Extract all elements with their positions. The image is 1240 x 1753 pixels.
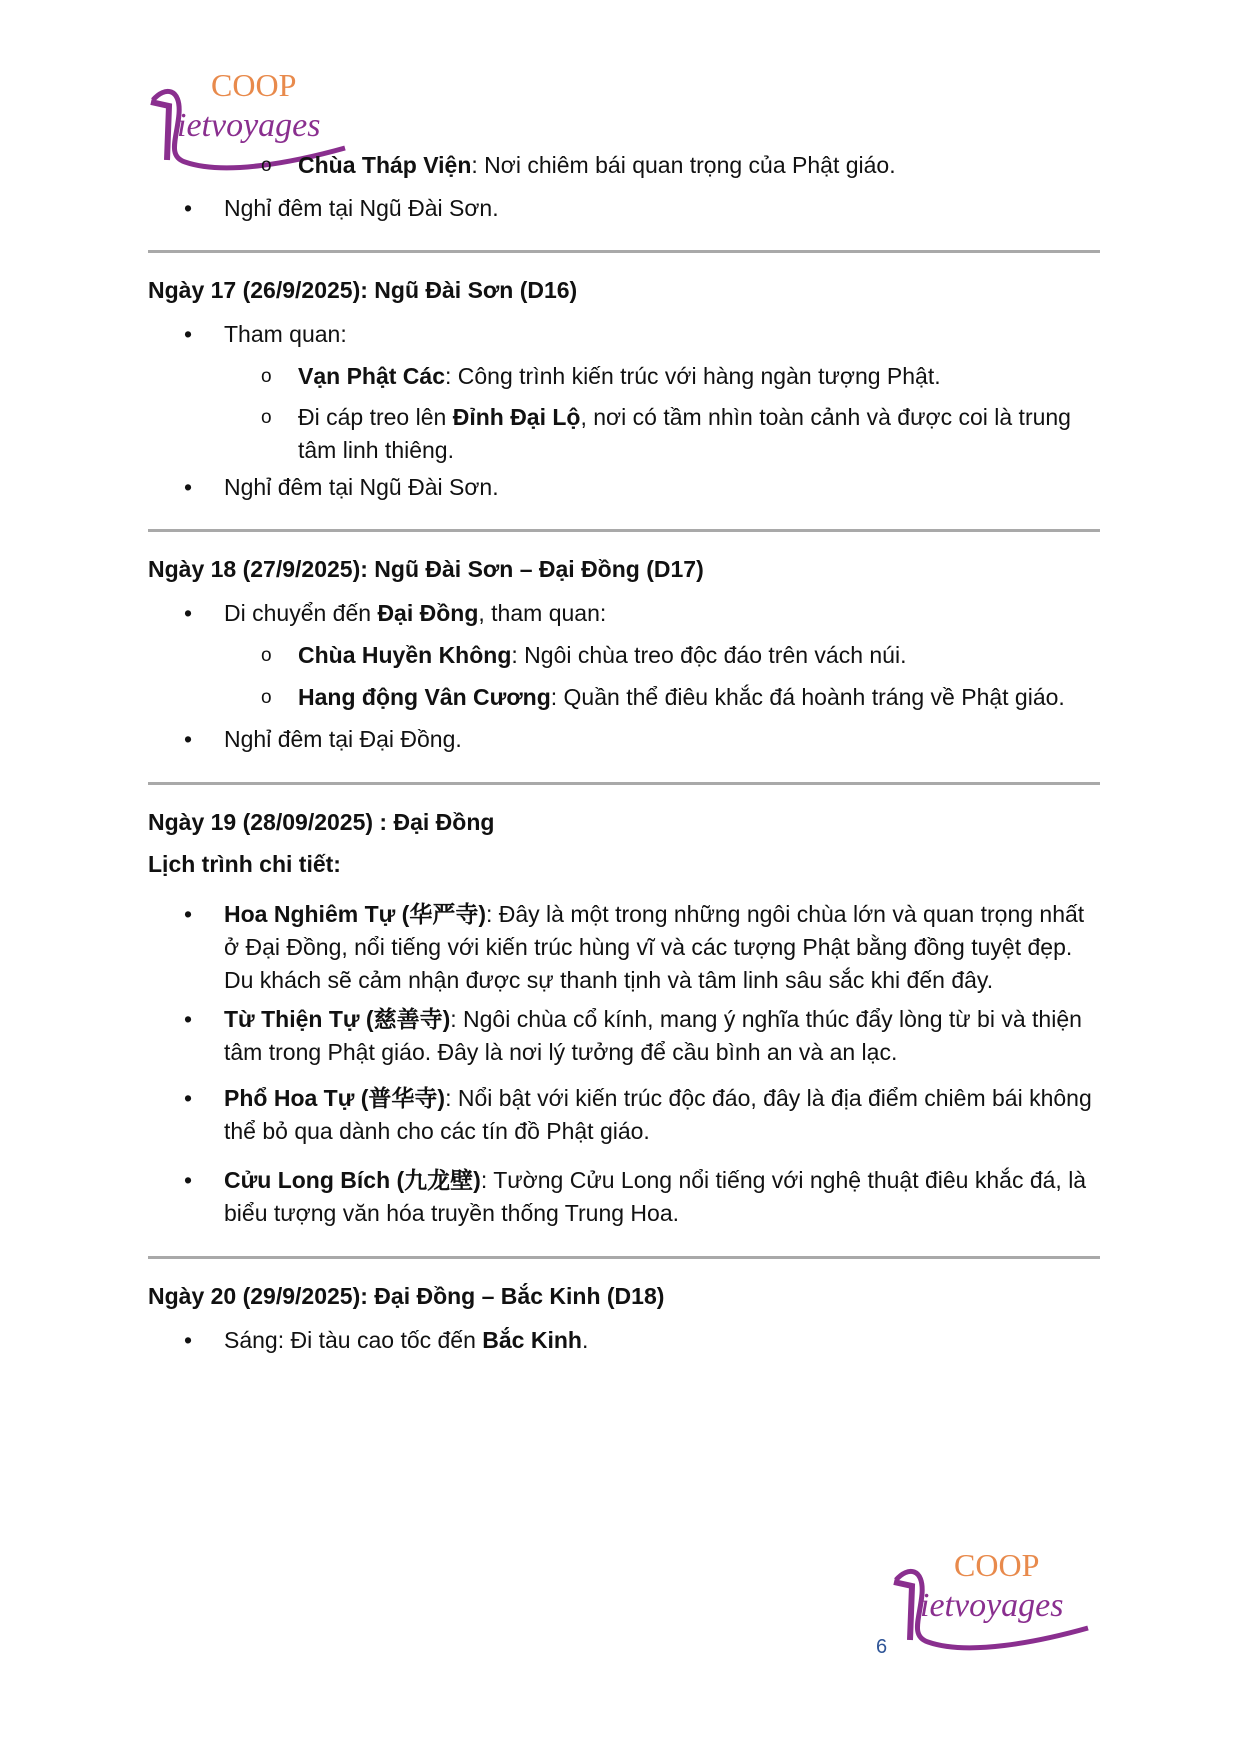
item-text: Tham quan: <box>224 321 347 347</box>
place-name: Từ Thiện Tự (慈善寺) <box>224 1006 451 1032</box>
logo-script-text: ietvoyages <box>920 1587 1064 1624</box>
place-name: Vạn Phật Các <box>298 363 445 389</box>
item-text: : Nơi chiêm bái quan trọng của Phật giáo. <box>471 152 896 178</box>
list-item <box>148 1003 1098 1069</box>
schedule-subtitle: Lịch trình chi tiết: <box>148 851 341 877</box>
day-heading: Ngày 17 (26/9/2025): Ngũ Đài Sơn (D16) <box>148 277 578 303</box>
list-item <box>148 597 1098 630</box>
item-text: : Công trình kiến trúc với hàng ngàn tượng Phật. <box>445 363 941 389</box>
list-item <box>148 898 1098 997</box>
logo-coop-text: COOP <box>954 1547 1040 1583</box>
place-name: Đỉnh Đại Lộ <box>452 404 581 430</box>
place-name: Hang động Vân Cương <box>298 684 551 710</box>
section-divider <box>148 250 1100 253</box>
list-item <box>148 401 1098 467</box>
list-item <box>148 639 1098 672</box>
list-item <box>148 318 1098 351</box>
place-name: Đại Đồng <box>377 600 479 626</box>
item-text: Nghỉ đêm tại Ngũ Đài Sơn. <box>224 195 499 221</box>
section-divider <box>148 782 1100 785</box>
place-name: Phổ Hoa Tự (普华寺) <box>224 1085 446 1111</box>
place-name: Hoa Nghiêm Tự (华严寺) <box>224 901 486 927</box>
logo-script-text: ietvoyages <box>177 107 321 144</box>
item-text: Đi cáp treo lên <box>298 404 453 430</box>
item-text: : Quần thể điêu khắc đá hoành tráng về Phật giáo. <box>550 684 1065 710</box>
item-text: Sáng: Đi tàu cao tốc đến <box>224 1327 483 1353</box>
place-name: Chùa Huyền Không <box>298 642 512 668</box>
item-text: : Đây là một trong những ngôi chùa lớn và quan trọng nhất ở Đại Đồng, nổi tiếng với kiến trúc hùng vĩ và các tượng Phật bằng đồng tuyệt đẹp. Du khách sẽ cảm nhận được sự thanh tịnh và tâm linh sâu sắc khi đến đây. <box>224 901 1085 993</box>
item-text: Di chuyển đến <box>224 600 378 626</box>
item-text: : Nổi bật với kiến trúc độc đáo, đây là địa điểm chiêm bái không thể bỏ qua dành cho các tín đồ Phật giáo. <box>224 1085 1092 1144</box>
item-text: : Tường Cửu Long nổi tiếng với nghệ thuật điêu khắc đá, là biểu tượng văn hóa truyền thống Trung Hoa. <box>224 1167 1087 1226</box>
day-heading: Ngày 19 (28/09/2025) : Đại Đồng <box>148 809 495 835</box>
page-number: 6 <box>876 1636 888 1658</box>
list-item <box>148 360 1098 393</box>
item-text: , nơi có tầm nhìn toàn cảnh và được coi là trung tâm linh thiêng. <box>298 404 1071 463</box>
item-text: : Ngôi chùa treo độc đáo trên vách núi. <box>511 642 907 668</box>
section-divider <box>148 1256 1100 1259</box>
day-heading: Ngày 18 (27/9/2025): Ngũ Đài Sơn – Đại Đồng (D17) <box>148 556 704 582</box>
list-item <box>148 681 1098 714</box>
item-text: Nghỉ đêm tại Đại Đồng. <box>224 726 462 752</box>
place-name: Cửu Long Bích (九龙壁) <box>224 1167 481 1193</box>
list-item <box>148 1324 1098 1357</box>
item-text: Nghỉ đêm tại Ngũ Đài Sơn. <box>224 474 499 500</box>
item-text: : Ngôi chùa cổ kính, mang ý nghĩa thúc đẩy lòng từ bi và thiện tâm trong Phật giáo. Đây là nơi lý tưởng để cầu bình an và an lạc. <box>224 1006 1082 1065</box>
brand-logo-footer <box>888 1546 1103 1656</box>
list-item <box>148 471 1098 504</box>
day-heading: Ngày 20 (29/9/2025): Đại Đồng – Bắc Kinh (D18) <box>148 1283 665 1309</box>
list-item <box>148 149 1098 182</box>
list-item <box>148 192 1098 225</box>
item-text: . <box>581 1327 589 1353</box>
list-item <box>148 1164 1098 1230</box>
place-name: Chùa Tháp Viện <box>298 152 472 178</box>
place-name: Bắc Kinh <box>482 1327 582 1353</box>
list-item <box>148 1082 1098 1148</box>
logo-coop-text: COOP <box>211 67 297 103</box>
item-text: , tham quan: <box>478 600 607 626</box>
list-item <box>148 723 1098 756</box>
section-divider <box>148 529 1100 532</box>
